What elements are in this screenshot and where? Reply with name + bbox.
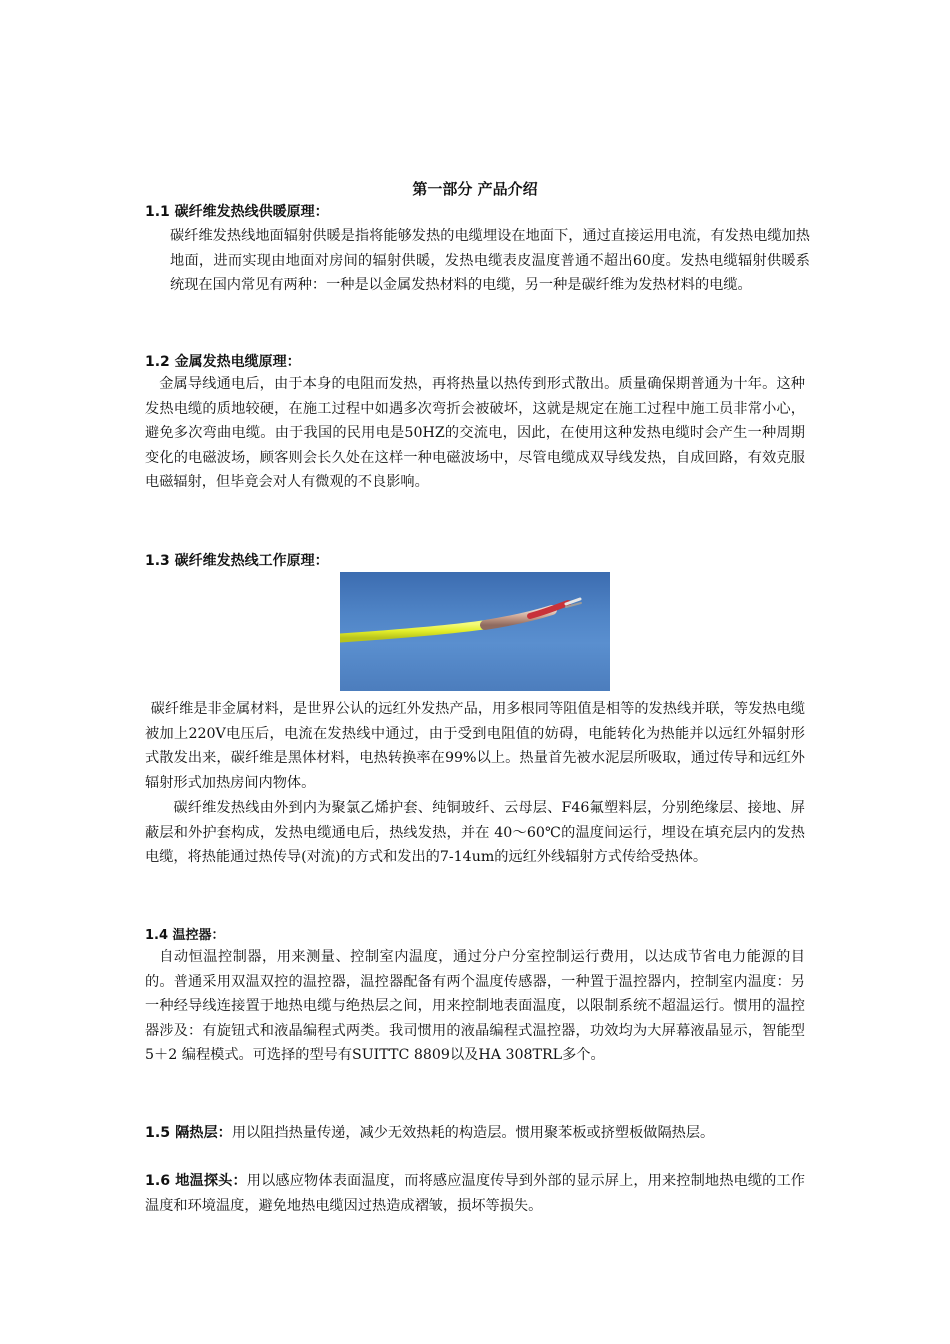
section-paragraph-1-4: 自动恒温控制器，用来测量、控制室内温度，通过分户分室控制运行费用，以达成节省电力能源的目的。普通采用双温双控的温控器，温控器配备有两个温度传感器，一种置于温控器内，控制室内温度：另一种经导线连接置于地热电缆与绝热层之间，用来控制地表面温度，以限制系统不超温运行。惯用的温控器涉及：有旋钮式和液晶编程式两类。我司惯用的液晶编程式温控器，功效均为大屏幕液晶显示，智能型 5＋2 编程模式。可选择的型号有SUITTC 8809以及HA 308TRL多个。 [145,949,805,1063]
section-paragraph-1-3-b: 碳纤维发热线由外到内为聚氯乙烯护套、纯铜玻纤、云母层、F46氟塑料层，分别绝缘层、接地、屏蔽层和外护套构成，发热电缆通电后，热线发热，并在 40～60℃的温度间运行，埋设在填充层内的发热电缆，将热能通过热传导(对流)的方式和发出的7-14um的远红外线辐射方式传给受热体。 [145,800,805,865]
section-paragraph-1-6: 用以感应物体表面温度，而将感应温度传导到外部的显示屏上，用来控制地热电缆的工作温度和环境温度，避免地热电缆因过热造成褶皱，损坏等损失。 [145,1173,805,1214]
section-heading-1-1: 1.1 碳纤维发热线供暖原理： [145,204,329,220]
section-paragraph-1-2: 金属导线通电后，由于本身的电阻而发热，再将热量以热传到形式散出。质量确保期普通为十年。这种发热电缆的质地较硬，在施工过程中如遇多次弯折会被破坏，这就是规定在施工过程中施工员非常小心，避免多次弯曲电缆。由于我国的民用电是50HZ的交流电，因此，在使用这种发热电缆时会产生一种周期变化的电磁波场，顾客则会长久处在这样一种电磁波场中，尽管电缆成双导线发热，自成回路，有效克服电磁辐射，但毕竟会对人有微观的不良影响。 [145,376,805,490]
page-title: 第一部分 产品介绍 [412,180,538,198]
section-heading-1-2: 1.2 金属发热电缆原理： [145,354,301,370]
section-paragraph-1-3-a: 碳纤维是非金属材料，是世界公认的远红外发热产品，用多根同等阻值是相等的发热线并联，等发热电缆被加上220V电压后，电流在发热线中通过，由于受到电阻值的妨碍，电能转化为热能并以远红外辐射形式散发出来，碳纤维是黑体材料，电热转换率在99%以上。热量首先被水泥层所吸取，通过传导和远红外辐射形式加热房间内物体。 [145,701,805,791]
section-heading-1-6: 1.6 地温探头： [145,1173,247,1189]
section-heading-1-5: 1.5 隔热层： [145,1125,232,1141]
section-heading-1-4: 1.4 温控器： [145,928,225,943]
section-1-6 [145,1169,805,1218]
carbon-fiber-heating-cable-photo [340,572,610,691]
section-heading-1-3: 1.3 碳纤维发热线工作原理： [145,553,329,569]
section-paragraph-1-5: 用以阻挡热量传递，减少无效热耗的构造层。惯用聚苯板或挤塑板做隔热层。 [231,1125,715,1141]
section-paragraph-1-1: 碳纤维发热线地面辐射供暖是指将能够发热的电缆埋设在地面下，通过直接运用电流，有发热电缆加热地面，进而实现由地面对房间的辐射供暖，发热电缆表皮温度普通不超出60度。发热电缆辐射供暖系统现在国内常见有两种：一种是以金属发热材料的电缆，另一种是碳纤维为发热材料的电缆。 [170,228,810,293]
section-1-5 [145,1121,805,1146]
